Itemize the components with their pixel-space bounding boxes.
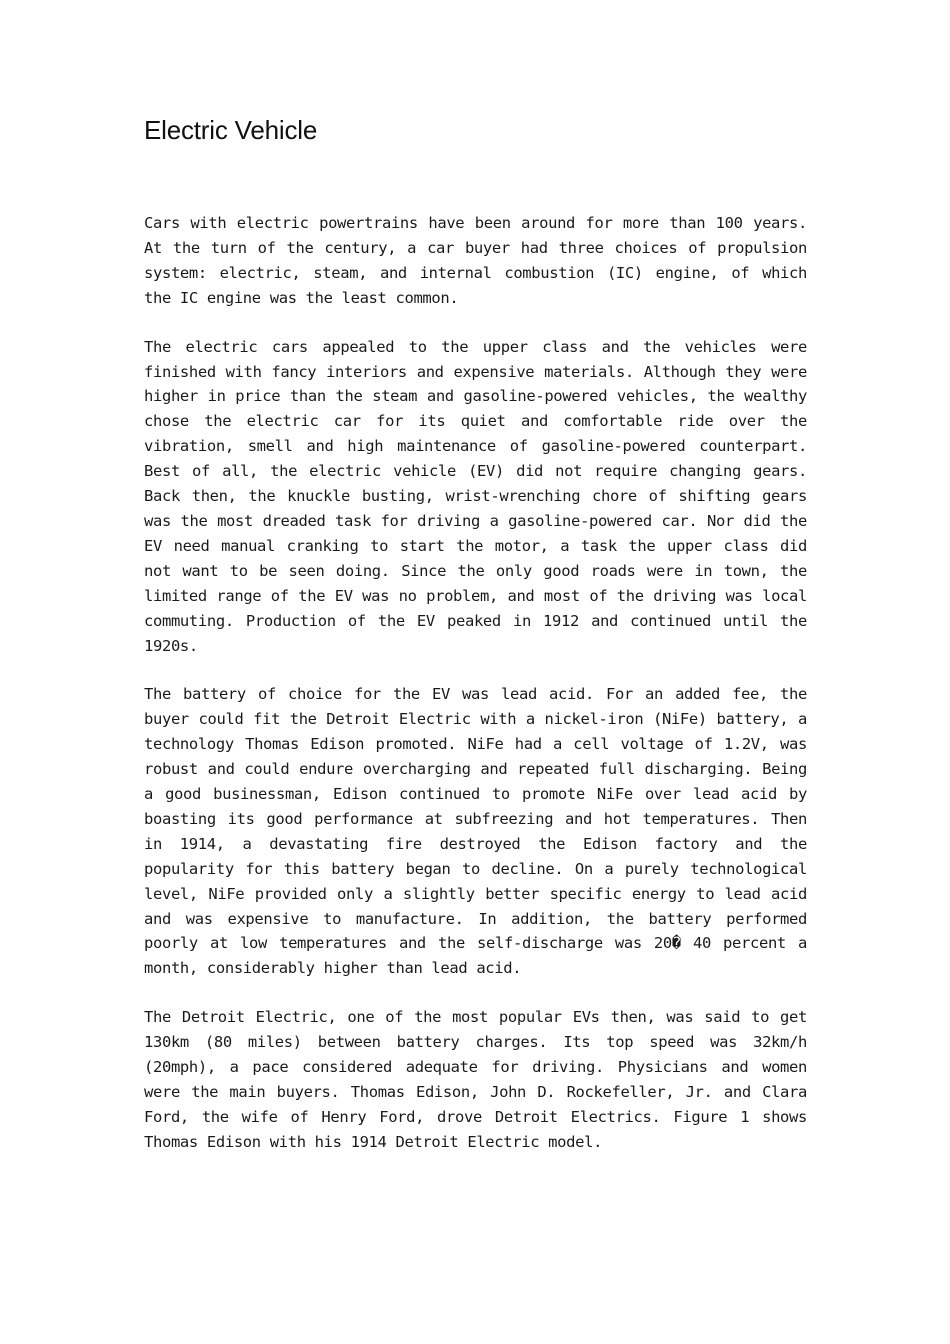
paragraph-battery: The battery of choice for the EV was lead acid. For an added fee, the buyer could fit the Detroit Electric with a nickel-iron (NiFe) battery, a technology Thomas Edison promoted. NiFe had a cell voltage of 1.2V, was robust and could endure overcharging and repeated full discharging. Being a good businessman, Edison continued to promote NiFe over lead acid by boasting its good performance at subfreezing and hot temperatures. Then in 1914, a devastating fire destroyed the Edison factory and the popularity for this battery began to decline. On a purely technological level, NiFe provided only a slightly better specific energy to lead acid and was expensive to manufacture. In addition, the battery performed poorly at low temperatures and the self-discharge was 20� 40 percent a month, considerably higher than lead acid. (144, 685, 807, 978)
document-body (144, 211, 807, 1179)
paragraph-upper-class: The electric cars appealed to the upper class and the vehicles were finished with fancy interiors and expensive materials. Although they were higher in price than the steam and gasoline-powered vehicles, the wealthy chose the electric car for its quiet and comfortable ride over the vibration, smell and high maintenance of gasoline-powered counterpart. Best of all, the electric vehicle (EV) did not require changing gears. Back then, the knuckle busting, wrist-wrenching chore of shifting gears was the most dreaded task for driving a gasoline-powered car. Nor did the EV need manual cranking to start the motor, a task the upper class did not want to be seen doing. Since the only good roads were in town, the limited range of the EV was no problem, and most of the driving was local commuting. Production of the EV peaked in 1912 and continued until the 1920s. (144, 337, 807, 655)
paragraph-history: Cars with electric powertrains have been around for more than 100 years. At the turn of the century, a car buyer had three choices of propulsion system: electric, steam, and internal combustion (IC) engine, of which the IC engine was the least common. (144, 214, 807, 307)
paragraph-detroit-electric: The Detroit Electric, one of the most popular EVs then, was said to get 130km (80 miles) between battery charges. Its top speed was 32km/h (20mph), a pace considered adequate for driving. Physicians and women were the main buyers. Thomas Edison, John D. Rockefeller, Jr. and Clara Ford, the wife of Henry Ford, drove Detroit Electrics. Figure 1 shows Thomas Edison with his 1914 Detroit Electric model. (144, 1008, 807, 1151)
document-title: Electric Vehicle (144, 115, 318, 145)
